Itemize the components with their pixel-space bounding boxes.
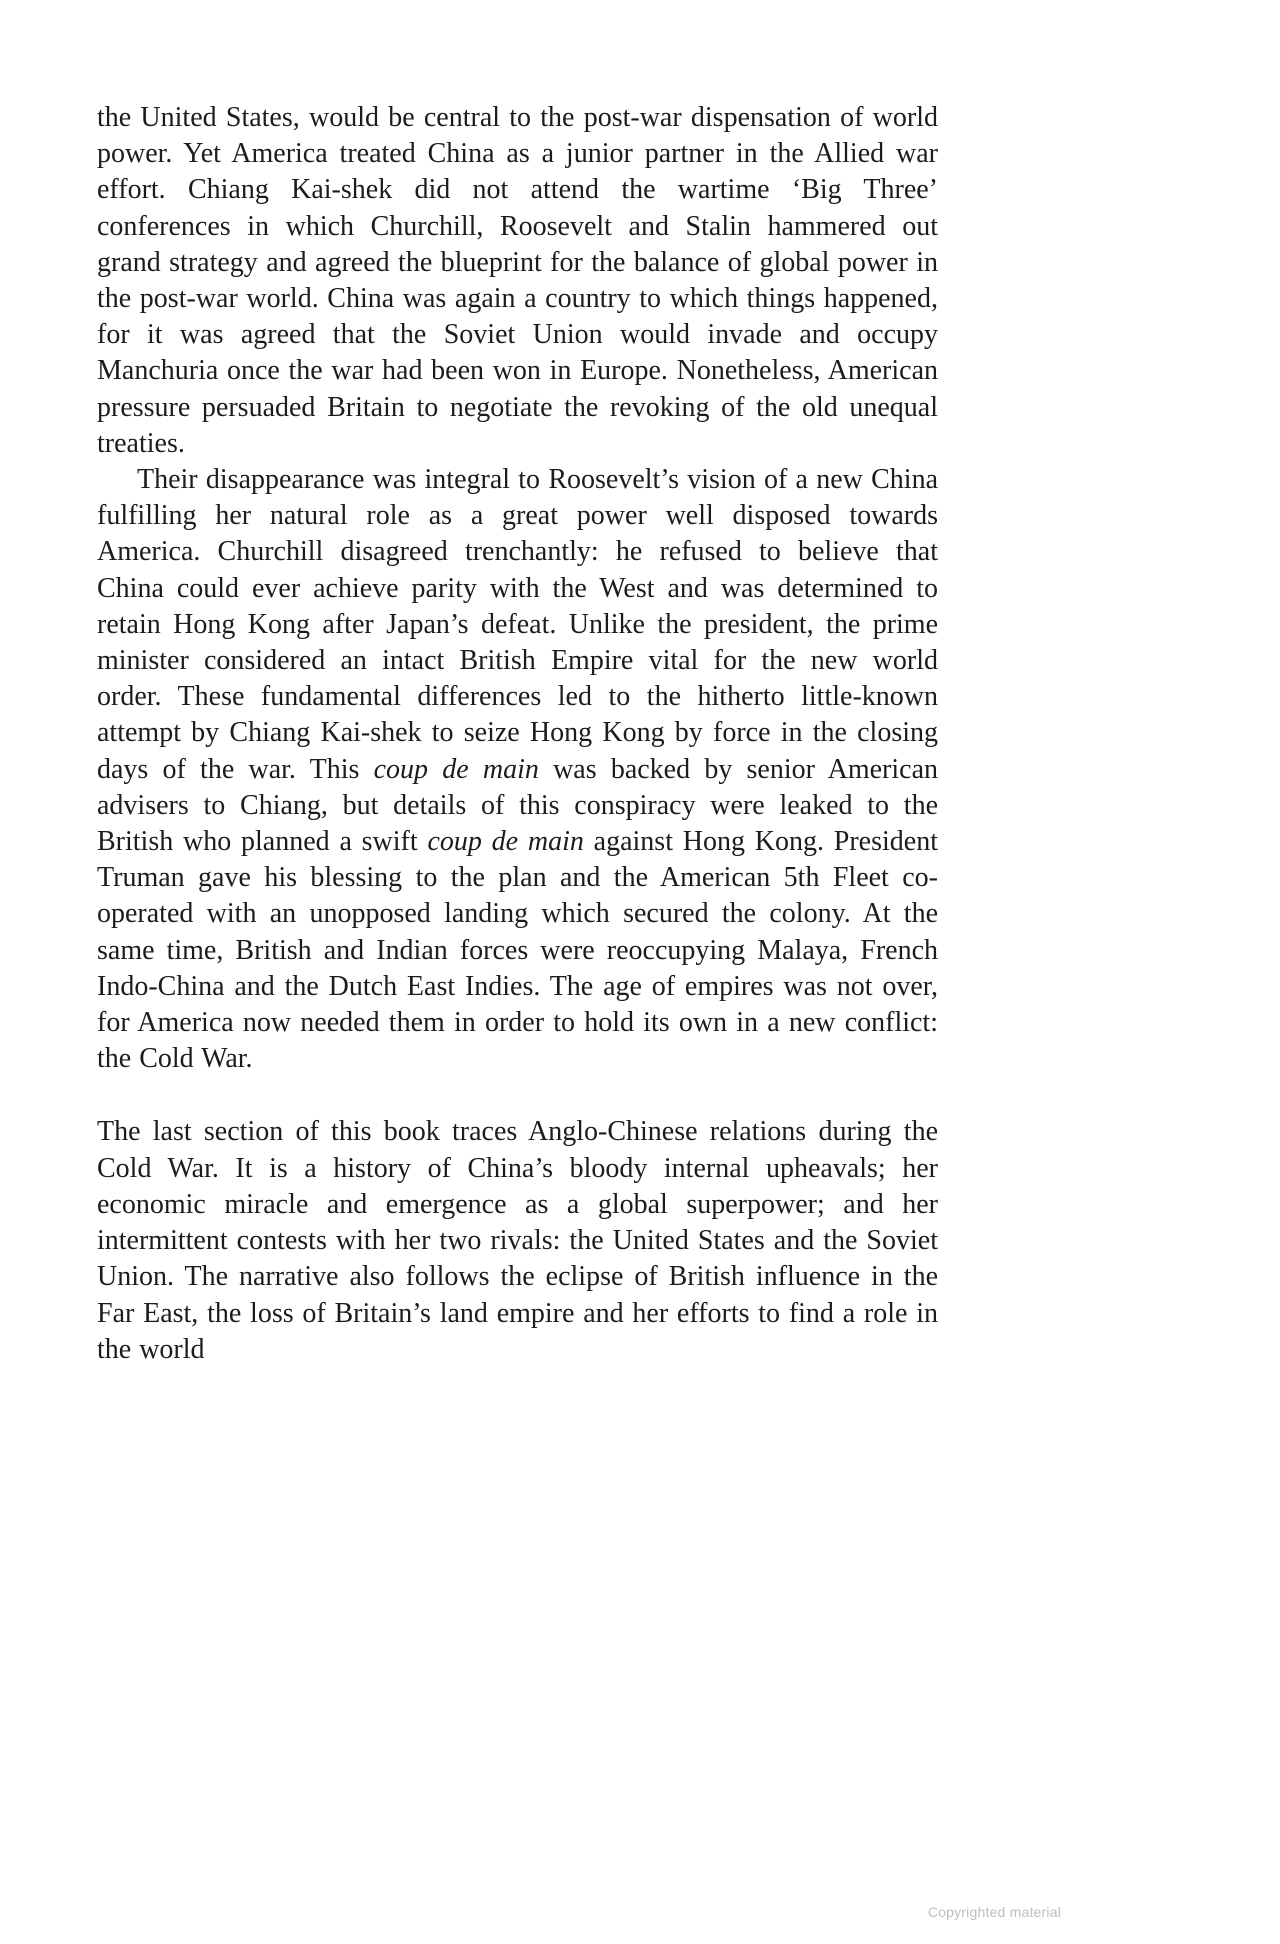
text-run: was backed by senior American advisers to Chiang, but details of this conspiracy were leaked to the British who planned a swift [97, 753, 939, 858]
text-run: against Hong Kong. President Truman gave his blessing to the plan and the American 5th Fleet co-operated with an unopposed landing which secured the colony. At the same time, British and Indian forces were reoccupying Malaya, French Indo-China and the Dutch East Indies. The age of empires was not over, for America now needed them in order to hold its own in a new conflict: the Cold War. [97, 826, 938, 1075]
italic-text-run: coup de main [373, 753, 539, 785]
italic-text-run: coup de main [427, 826, 584, 858]
text-run: the United States, would be central to the post-war dispensation of world power. Yet America treated China as a junior partner in the Allied war effort. Chiang Kai-shek did not attend the wartime ‘Big Three’ conferences in which Churchill, Roosevelt and Stalin hammered out grand strategy and agreed the blueprint for the balance of global power in the post-war world. China was again a country to which things happened, for it was agreed that the Soviet Union would invade and occupy Manchuria once the war had been won in Europe. Nonetheless, American pressure persuaded Britain to negotiate the revoking of the old unequal treaties. [97, 102, 938, 459]
paragraph [97, 100, 938, 462]
text-run: Their disappearance was integral to Roosevelt’s vision of a new China fulfilling her natural role as a great power well disposed towards America. Churchill disagreed trenchantly: he refused to believe that China could ever achieve parity with the West and was determined to retain Hong Kong after Japan’s defeat. Unlike the president, the prime minister considered an intact British Empire vital for the new world order. These fundamental differences led to the hitherto little-known attempt by Chiang Kai-shek to seize Hong Kong by force in the closing days of the war. This [97, 464, 938, 785]
copyright-watermark: Copyrighted material [927, 1904, 1061, 1920]
page-text [97, 100, 938, 1368]
paragraph [97, 1114, 938, 1367]
paragraph [97, 462, 938, 1077]
book-page [97, 100, 938, 1368]
text-run: The last section of this book traces Anglo-Chinese relations during the Cold War. It is a history of China’s bloody internal upheavals; her economic miracle and emergence as a global superpower; and her intermittent contests with her two rivals: the United States and the Soviet Union. The narrative also follows the eclipse of British influence in the Far East, the loss of Britain’s land empire and her efforts to find a role in the world [97, 1116, 938, 1365]
